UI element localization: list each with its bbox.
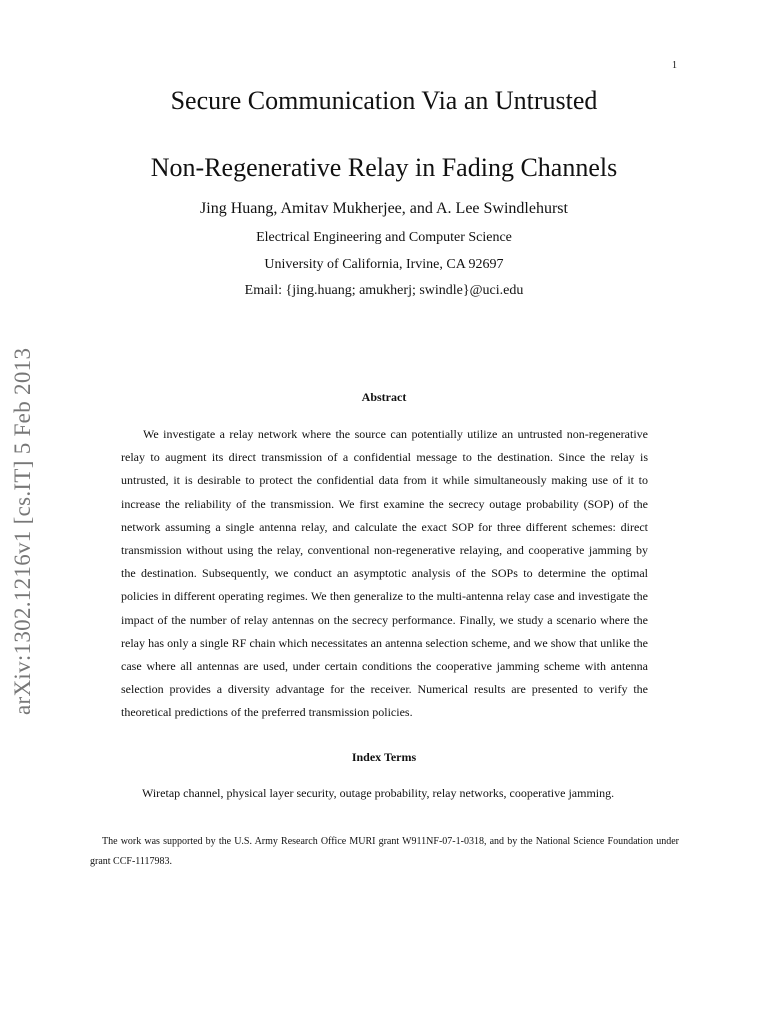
index-terms-heading: Index Terms: [351, 750, 417, 764]
abstract-body: We investigate a relay network where the source can potentially utilize an untrusted non-regenerative relay to augment its direct transmission of a confidential message to the destination. Since the relay is untrusted, it is desirable to protect the confidential data from it while simultaneously making use of it to increase the reliability of the transmission. We first examine the secrecy outage probability (SOP) of the network assuming a single antenna relay, and calculate the exact SOP for three different schemes: direct transmission without using the relay, conventional non-regenerative relaying, and cooperative jamming by the destination. Subsequently, we conduct an asymptotic analysis of the SOPs to determine the optimal policies in different operating regimes. We then generalize to the multi-antenna relay case and investigate the impact of the number of relay antennas on the secrecy performance. Finally, we study a scenario where the relay has only a single RF chain which necessitates an antenna selection scheme, and we show that unlike the case where all antennas are used, under certain conditions the cooperative jamming scheme with antenna selection provides a diversity advantage for the receiver. Numerical results are presented to verify the theoretical predictions of the preferred transmission policies.: [121, 427, 648, 720]
paper-title: [0, 84, 768, 185]
index-terms-body: Wiretap channel, physical layer security, outage probability, relay networks, cooperative jamming.: [142, 786, 615, 800]
affiliation-email: Email: {jing.huang; amukherj; swindle}@uci.edu: [244, 283, 524, 298]
affiliation-department: Electrical Engineering and Computer Science: [256, 230, 512, 245]
page-number: 1: [672, 60, 677, 71]
abstract-heading: Abstract: [361, 390, 407, 404]
arxiv-identifier-stamp: arXiv:1302.1216v1 [cs.IT] 5 Feb 2013: [10, 347, 35, 715]
title-line-1: Secure Communication Via an Untrusted: [170, 86, 598, 115]
funding-footnote: The work was supported by the U.S. Army Research Office MURI grant W911NF-07-1-0318, and by the National Science Foundation under grant CCF-1117983.: [90, 836, 679, 867]
author-list: Jing Huang, Amitav Mukherjee, and A. Lee Swindlehurst: [200, 200, 568, 217]
title-line-2: Non-Regenerative Relay in Fading Channels: [150, 153, 618, 182]
affiliation-university: University of California, Irvine, CA 92697: [264, 257, 504, 272]
